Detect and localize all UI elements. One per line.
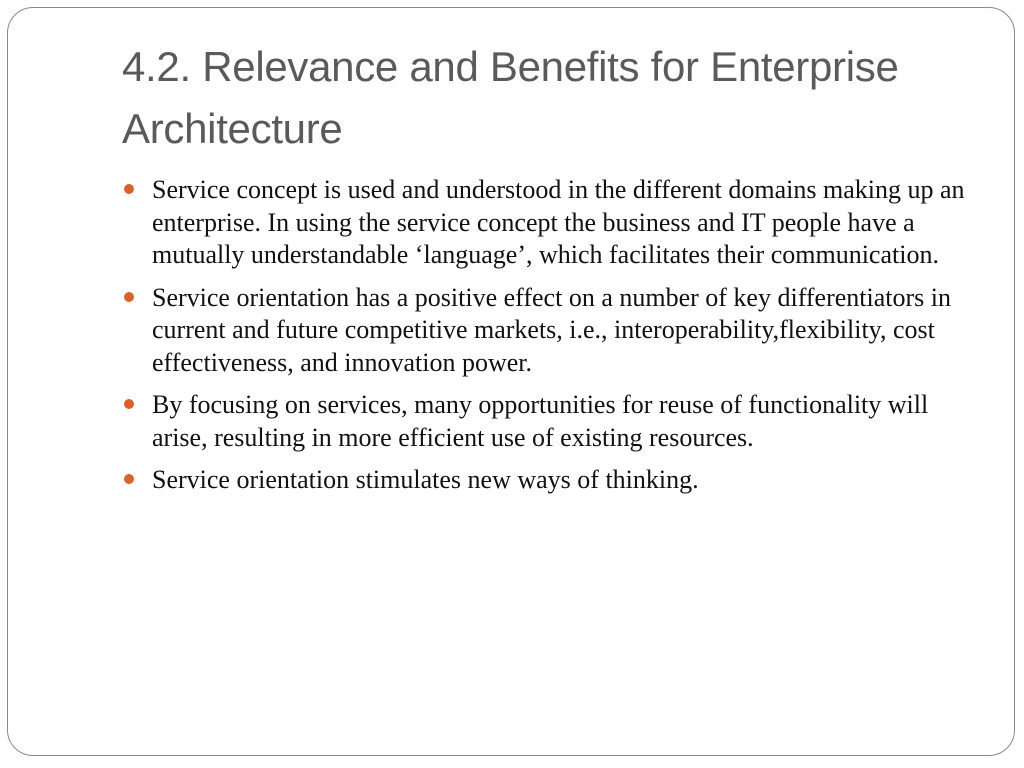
bullet-item [122,174,972,272]
bullet-item [122,389,972,454]
bullet-dot-icon [124,399,134,409]
slide-frame [7,7,1015,756]
bullet-dot-icon [124,474,134,484]
bullet-text: Service concept is used and understood in the different domains making up an enterprise. In using the service concept the business and IT people have a mutually understandable ‘language’, which facilitates their communication. [152,175,965,269]
bullet-text: Service orientation has a positive effect on a number of key differentiators in current and future competitive markets, i.e., interoperability,flexibility, cost effectiveness, and innovation power. [152,282,951,377]
bullet-dot-icon [124,292,134,302]
slide-title: 4.2. Relevance and Benefits for Enterprise Architecture [122,43,899,152]
bullet-text: By focusing on services, many opportunities for reuse of functionality will arise, resulting in more efficient use of existing resources. [152,390,929,452]
bullet-item [122,282,972,380]
bullet-dot-icon [124,184,134,194]
bullet-item [122,464,972,497]
bullet-list [122,174,972,507]
bullet-text: Service orientation stimulates new ways of thinking. [152,465,699,494]
